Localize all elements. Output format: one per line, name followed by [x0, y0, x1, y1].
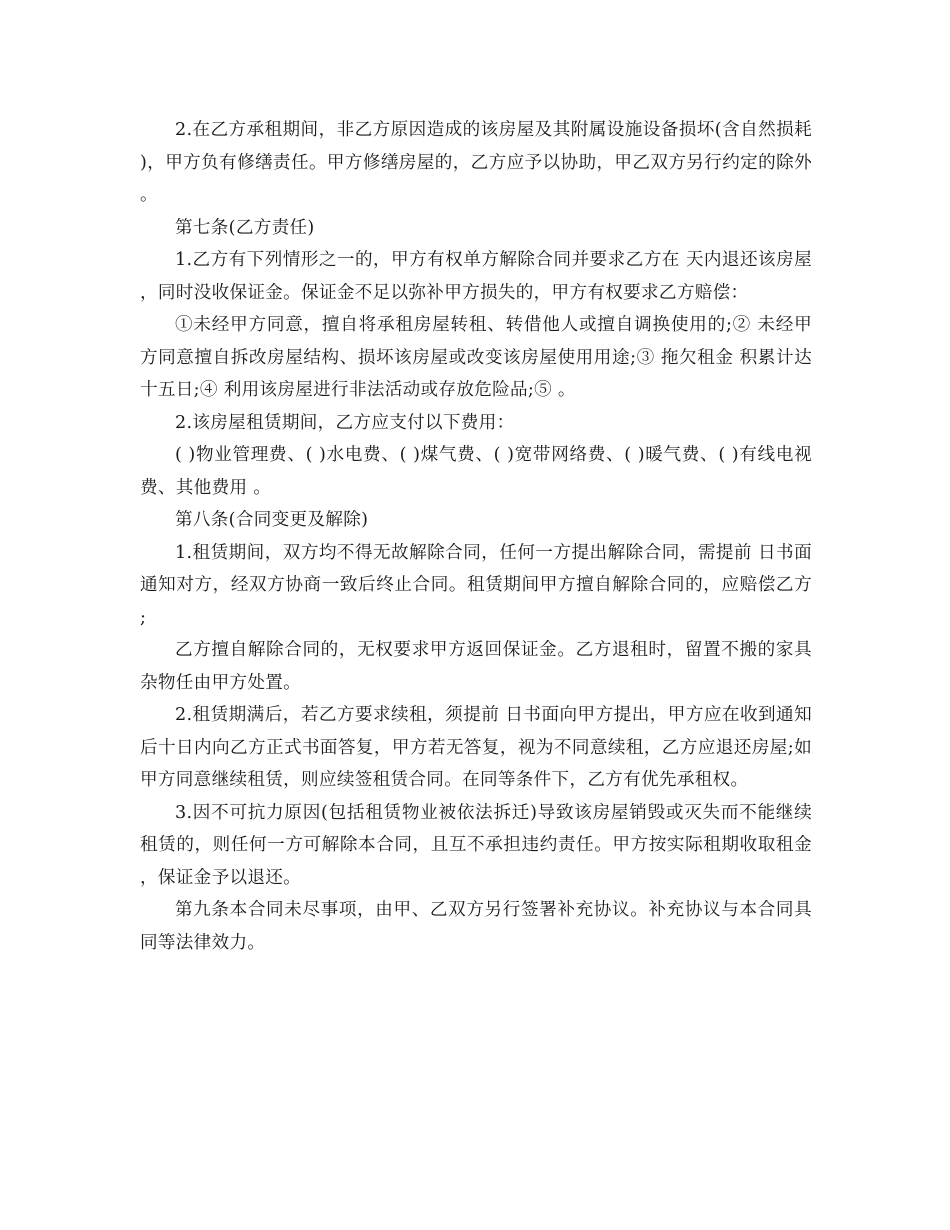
paragraph-renewal: 2.租赁期满后，若乙方要求续租，须提前 日书面向甲方提出，甲方应在收到通知后十日内向乙方正式书面答复，甲方若无答复，视为不同意续租，乙方应退还房屋;如甲方同意继续租赁，则应续签租赁合同。在同等条件下，乙方有优先承租权。	[140, 705, 812, 790]
paragraph-article-9: 第九条本合同未尽事项，由甲、乙双方另行签署补充协议。补充协议与本合同具同等法律效力。	[140, 900, 812, 953]
paragraph-repair-responsibility: 2.在乙方承租期间，非乙方原因造成的该房屋及其附属设施设备损坏(含自然损耗)，甲方负有修缮责任。甲方修缮房屋的，乙方应予以协助，甲乙双方另行约定的除外。	[140, 120, 812, 205]
paragraph-termination-conditions: 1.乙方有下列情形之一的，甲方有权单方解除合同并要求乙方在 天内退还该房屋，同时没收保证金。保证金不足以弥补甲方损失的，甲方有权要求乙方赔偿：	[140, 250, 812, 303]
heading-article-7: 第七条(乙方责任)	[175, 217, 315, 238]
paragraph-fees-list: ( )物业管理费、( )水电费、( )煤气费、( )宽带网络费、( )暖气费、( )有线电视费、其他费用 。	[140, 445, 812, 498]
paragraph-tenant-termination: 乙方擅自解除合同的，无权要求甲方返回保证金。乙方退租时，留置不搬的家具杂物任由甲方处置。	[140, 640, 812, 693]
paragraph-force-majeure: 3.因不可抗力原因(包括租赁物业被依法拆迁)导致该房屋销毁或灭失而不能继续租赁的，则任何一方可解除本合同，且互不承担违约责任。甲方按实际租期收取租金，保证金予以退还。	[140, 802, 812, 888]
document-body	[140, 114, 812, 959]
heading-article-8: 第八条(合同变更及解除)	[175, 510, 369, 530]
paragraph-violation-list: ①未经甲方同意，擅自将承租房屋转租、转借他人或擅自调换使用的;② 未经甲方同意擅自拆改房屋结构、损坏该房屋或改变该房屋使用用途;③ 拖欠租金 积累计达十五日;④ 利用该房屋进行非法活动或存放危险品;⑤ 。	[140, 315, 812, 400]
paragraph-fees-intro: 2.该房屋租赁期间，乙方应支付以下费用：	[175, 412, 515, 433]
paragraph-early-termination: 1.租赁期间，双方均不得无故解除合同，任何一方提出解除合同，需提前 日书面通知对方，经双方协商一致后终止合同。租赁期间甲方擅自解除合同的，应赔偿乙方 ;	[140, 542, 812, 628]
